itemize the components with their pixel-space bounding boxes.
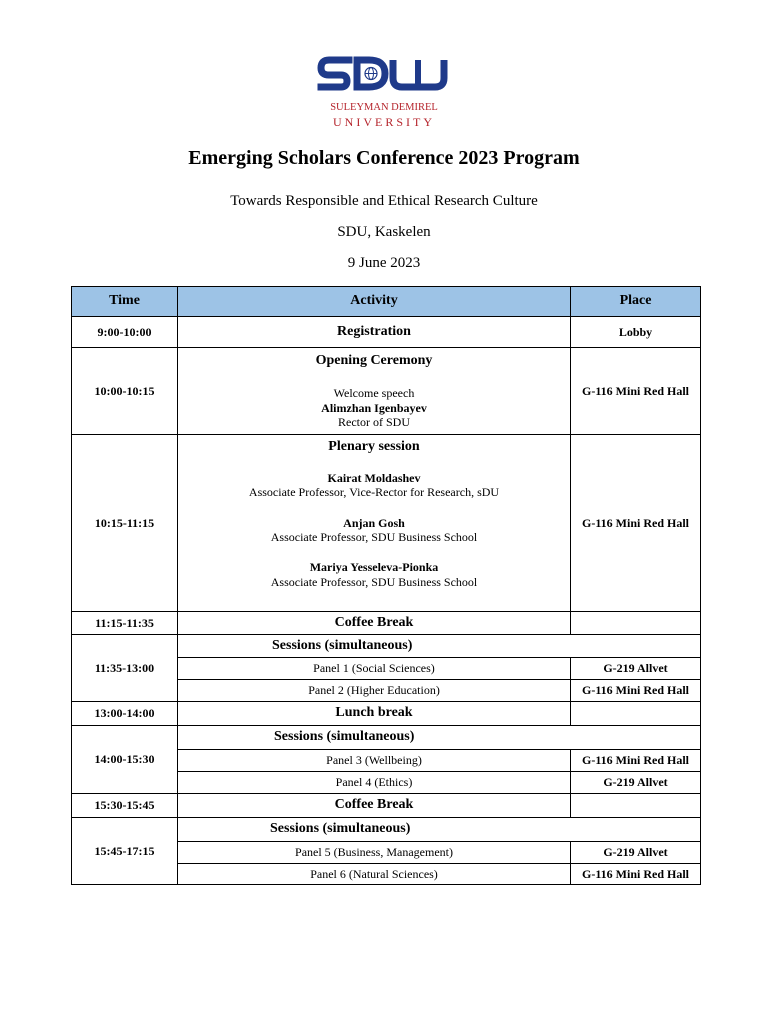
sessions-heading: Sessions (simultaneous) [178, 726, 701, 750]
place-cell: G-219 Allvet [571, 772, 701, 794]
place-cell: Lobby [571, 317, 701, 348]
sessions-heading: Sessions (simultaneous) [178, 818, 701, 842]
panel-cell: Panel 5 (Business, Management) [178, 842, 571, 864]
time-cell: 14:00-15:30 [72, 726, 178, 794]
panel-cell: Panel 4 (Ethics) [178, 772, 571, 794]
panel-cell: Panel 1 (Social Sciences) [178, 658, 571, 680]
table-row [72, 317, 701, 348]
header-time: Time [72, 287, 178, 317]
table-row [72, 348, 701, 435]
place-cell: G-116 Mini Red Hall [571, 750, 701, 772]
logo-text-line1: SULEYMAN DEMIREL [330, 102, 438, 113]
activity-cell [178, 435, 571, 612]
speaker-role: Associate Professor, SDU Business School [270, 529, 478, 544]
table-row [72, 702, 701, 726]
panel-cell: Panel 6 (Natural Sciences) [178, 864, 571, 885]
university-logo [313, 48, 455, 132]
time-cell: 10:00-10:15 [72, 348, 178, 435]
place-cell: G-219 Allvet [571, 658, 701, 680]
table-row [72, 635, 701, 658]
speaker-name: Mariya Yesseleva-Pionka [309, 560, 439, 575]
speaker-role: Associate Professor, Vice-Rector for Research, sDU [248, 485, 500, 500]
table-header-row [72, 287, 701, 317]
sessions-heading: Sessions (simultaneous) [178, 635, 701, 658]
speaker-role: Rector of SDU [338, 415, 410, 430]
table-row [72, 726, 701, 750]
place-cell: G-116 Mini Red Hall [571, 348, 701, 435]
program-table [71, 286, 701, 885]
speaker-block [182, 560, 566, 589]
place-cell [571, 794, 701, 818]
panel-cell: Panel 3 (Wellbeing) [178, 750, 571, 772]
time-cell: 15:30-15:45 [72, 794, 178, 818]
event-location: SDU, Kaskelen [337, 224, 431, 240]
speaker-name: Anjan Gosh [343, 515, 405, 530]
activity-cell: Lunch break [178, 702, 571, 726]
time-cell: 11:15-11:35 [72, 612, 178, 635]
place-cell: G-116 Mini Red Hall [571, 435, 701, 612]
activity-cell: Coffee Break [178, 612, 571, 635]
activity-title: Plenary session [328, 439, 420, 454]
place-cell: G-116 Mini Red Hall [571, 680, 701, 702]
table-row [72, 612, 701, 635]
table-row [72, 794, 701, 818]
speaker-block [182, 516, 566, 545]
table-row [72, 435, 701, 612]
activity-cell: Registration [178, 317, 571, 348]
place-cell: G-116 Mini Red Hall [571, 864, 701, 885]
panel-cell: Panel 2 (Higher Education) [178, 680, 571, 702]
activity-detail: Welcome speech [333, 386, 415, 401]
activity-cell: Coffee Break [178, 794, 571, 818]
time-cell: 15:45-17:15 [72, 818, 178, 885]
page-title: Emerging Scholars Conference 2023 Program [188, 147, 580, 169]
sdu-logo-graphic [313, 48, 455, 132]
time-cell: 10:15-11:15 [72, 435, 178, 612]
header-activity: Activity [178, 287, 571, 317]
speaker-name: Alimzhan Igenbayev [321, 400, 427, 415]
speaker-role: Associate Professor, SDU Business School [270, 574, 478, 589]
place-cell [571, 612, 701, 635]
header-place: Place [571, 287, 701, 317]
activity-cell [178, 348, 571, 435]
time-cell: 11:35-13:00 [72, 635, 178, 702]
speaker-name: Kairat Moldashev [327, 470, 421, 485]
event-date: 9 June 2023 [347, 255, 421, 271]
table-row [72, 818, 701, 842]
speaker-block [182, 471, 566, 500]
time-cell: 13:00-14:00 [72, 702, 178, 726]
logo-text-line2: UNIVERSITY [333, 115, 435, 129]
place-cell [571, 702, 701, 726]
page-subtitle: Towards Responsible and Ethical Research Culture [230, 193, 538, 209]
time-cell: 9:00-10:00 [72, 317, 178, 348]
activity-title: Opening Ceremony [315, 352, 433, 368]
place-cell: G-219 Allvet [571, 842, 701, 864]
